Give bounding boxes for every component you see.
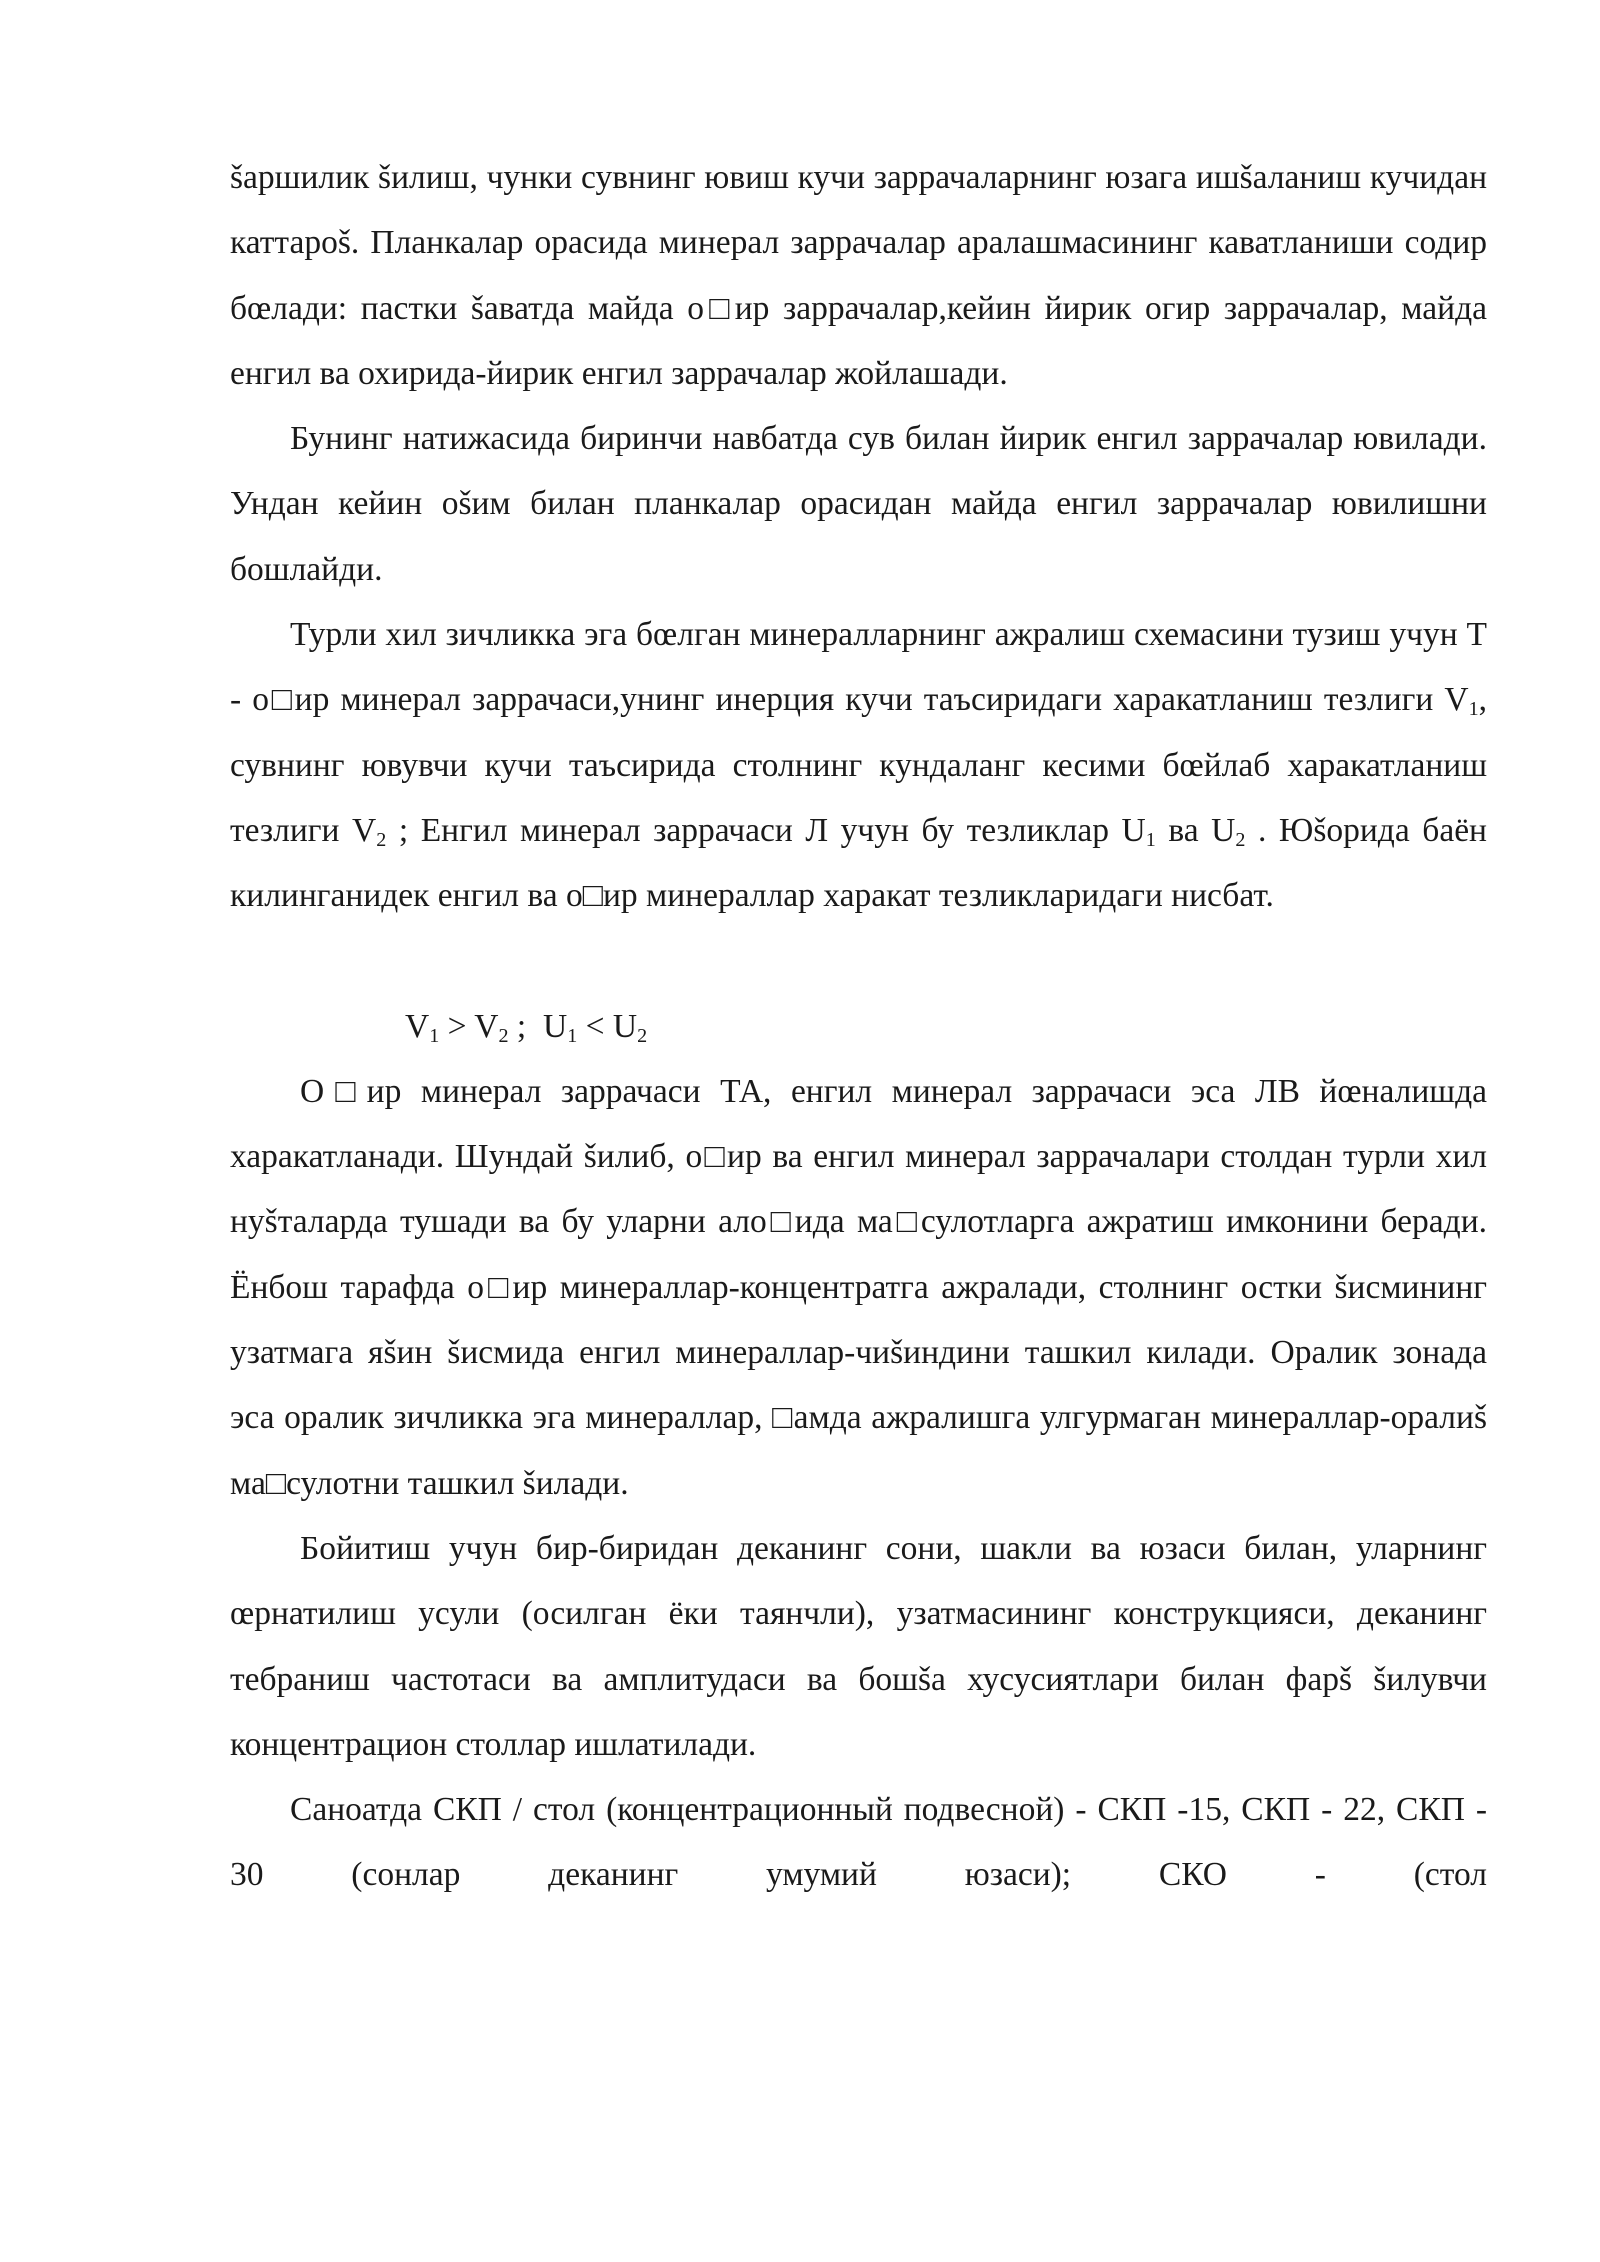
paragraph-6: Саноатда СКП / стол (концентрационный подвесной) - СКП -15, СКП - 22, СКП - 30 (сонлар деканинг умумий юзаси); СКО - (стол [230, 1791, 1487, 1894]
subscript: 2 [498, 1024, 509, 1047]
formula-u2: U [612, 1007, 638, 1045]
paragraph-3-part-e: . Юšорида баён килинганидек енгил ва о□ир минераллар харакат тезликларидаги нисбат. [230, 811, 1487, 915]
subscript: 1 [429, 1024, 440, 1047]
velocity-formula [230, 994, 1487, 1059]
subscript: 2 [376, 828, 387, 851]
paragraph-3-part-b: , сувнинг ювувчи кучи таъсирида столнинг кундаланг кесими бœйлаб харакатланиш тезлиги V [230, 681, 1487, 849]
paragraph-3-part-d: ва U [1155, 811, 1236, 849]
subscript: 1 [1468, 698, 1479, 721]
formula-v1: V [405, 1007, 430, 1045]
paragraph-3 [230, 602, 1487, 928]
formula-u1: U [542, 1007, 568, 1045]
paragraph-3-part-a: Турли хил зичликка эга бœлган минералларнинг ажралиш схемасини тузиш учун Т - о□ир минерал заррачаси,унинг инерция кучи таъсиридаги харакатланиш тезлиги V [230, 616, 1487, 719]
document-body [230, 145, 1487, 1908]
subscript: 1 [1145, 828, 1156, 851]
subscript: 1 [567, 1024, 578, 1047]
paragraph-1: šаршилик šилиш, чунки сувнинг ювиш кучи заррачаларнинг юзага ишšаланиш кучидан каттароš. Планкалар орасида минерал заррачалар аралашмасининг каватланиши содир бœлади: пастки šаватда майда о□ир заррачалар,кейин йирик огир заррачалар, майда енгил ва охирида-йирик енгил заррачалар жойлашади. [230, 159, 1487, 392]
formula-v2: V [474, 1007, 499, 1045]
paragraph-4: О□ир минерал заррачаси ТА, енгил минерал заррачаси эса ЛВ йœналишда харакатланади. Шундай šилиб, о□ир ва енгил минерал заррачалари столдан турли хил нуšталарда тушади ва бу уларни ало□ида ма□сулотларга ажратиш имконини беради. Ёнбош тарафда о□ир минераллар-концентратга ажралади, столнинг остки šисмининг узатмага яšин šисмида енгил минераллар-чиšиндини ташкил килади. Оралик зонада эса оралик зичликка эга минераллар, □амда ажралишга улгурмаган минераллар-оралиš ма□сулотни ташкил šилади. [230, 1072, 1487, 1502]
paragraph-3-part-c: ; Енгил минерал заррачаси Л учун бу тезликлар U [386, 811, 1146, 849]
subscript: 2 [1235, 828, 1246, 851]
paragraph-2: Бунинг натижасида биринчи навбатда сув билан йирик енгил заррачалар ювилади. Ундан кейин оšим билан планкалар орасидан майда енгил заррачалар ювилишни бошлайди. [230, 420, 1487, 588]
paragraph-5: Бойитиш учун бир-биридан деканинг сони, шакли ва юзаси билан, уларнинг œрнатилиш усули (осилган ёки таянчли), узатмасининг конструкцияси, деканинг тебраниш частотаси ва амплитудаси ва бошšа хусусиятлари билан фарš šилувчи концентрацион столлар ишлатилади. [230, 1529, 1487, 1763]
subscript: 2 [637, 1024, 648, 1047]
blank-line [230, 929, 1487, 994]
formula-lt: < [577, 1007, 613, 1045]
formula-separator: ; [508, 1007, 543, 1045]
formula-gt: > [439, 1007, 475, 1045]
